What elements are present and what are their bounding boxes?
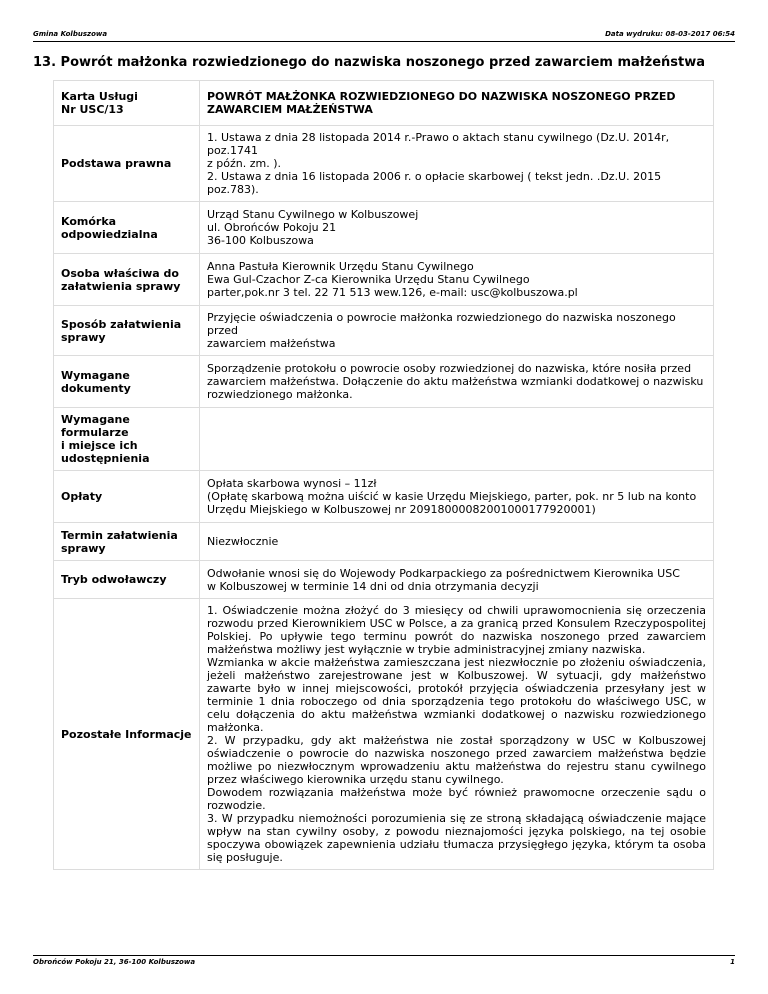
row-value-line: (Opłatę skarbową można uiścić w kasie Urzędu Miejskiego, parter, pok. nr 5 lub na konto bbox=[207, 490, 697, 503]
card-row bbox=[54, 561, 714, 599]
row-label-line: Pozostałe Informacje bbox=[61, 727, 192, 741]
row-value-line: Przyjęcie oświadczenia o powrocie małżonka rozwiedzionego do nazwiska noszonego przed bbox=[207, 311, 676, 337]
row-value bbox=[200, 471, 714, 523]
row-value-line: zawarciem małżeństwa. Dołączenie do aktu małżeństwa wzmianki dodatkowej o nazwisku bbox=[207, 375, 704, 388]
row-value bbox=[200, 81, 714, 126]
header-print-date: Data wydruku: 08-03-2017 06:54 bbox=[605, 30, 735, 38]
row-value-line: 1. Oświadczenie można złożyć do 3 miesięcy od chwili uprawomocnienia się orzeczenia rozwodu przed Kierownikiem USC w Polsce, a za granicą przed Konsulem Rzeczypospolitej Polskiej. Po upływie tego terminu powrót do nazwiska noszonego przed zawarciem małżeństwa możliwy jest wyłącznie w trybie administracyjnej zmiany nazwiska. bbox=[207, 604, 706, 656]
row-label-line: dokumenty bbox=[61, 381, 131, 395]
row-value-line: POWRÓT MAŁŻONKA ROZWIEDZIONEGO DO NAZWISKA NOSZONEGO PRZED bbox=[207, 90, 676, 103]
row-value bbox=[200, 356, 714, 408]
row-value-line: 2. W przypadku, gdy akt małżeństwa nie został sporządzony w USC w Kolbuszowej oświadczenie o powrocie do nazwiska noszonego przed zawarciem małżeństwa będzie możliwe po niezwłocznym wprowadzeniu aktu małżeństwa do rejestru stanu cywilnego przez właściwego kierownika urzędu stanu cywilnego. bbox=[207, 734, 706, 786]
row-value bbox=[200, 599, 714, 870]
card-row bbox=[54, 254, 714, 306]
row-label bbox=[54, 202, 200, 254]
row-value-line: Anna Pastuła Kierownik Urzędu Stanu Cywilnego bbox=[207, 260, 474, 273]
footer-divider bbox=[33, 955, 735, 956]
row-value-line: parter,pok.nr 3 tel. 22 71 513 wew.126, e-mail: usc@kolbuszowa.pl bbox=[207, 286, 578, 299]
card-row bbox=[54, 306, 714, 356]
row-label-line: Sposób załatwienia bbox=[61, 317, 182, 331]
row-label-line: Tryb odwoławczy bbox=[61, 573, 167, 586]
row-value-line: ul. Obrońców Pokoju 21 bbox=[207, 221, 337, 234]
service-card-body bbox=[54, 81, 714, 870]
page-title: 13. Powrót małżonka rozwiedzionego do nazwiska noszonego przed zawarciem małżeństwa bbox=[33, 55, 706, 70]
row-label-line: sprawy bbox=[61, 330, 106, 344]
row-label bbox=[54, 126, 200, 202]
row-value-line: Odwołanie wnosi się do Wojewody Podkarpackiego za pośrednictwem Kierownika USC bbox=[207, 566, 680, 580]
row-label-line: odpowiedzialna bbox=[61, 227, 158, 241]
row-label bbox=[54, 306, 200, 356]
row-label-line: Wymagane formularze bbox=[61, 413, 130, 439]
row-value bbox=[200, 126, 714, 202]
row-value bbox=[200, 561, 714, 599]
card-row bbox=[54, 408, 714, 471]
row-value-line: Sporządzenie protokołu o powrocie osoby rozwiedzionej do nazwiska, które nosiła przed bbox=[207, 362, 692, 375]
header-divider bbox=[33, 41, 735, 42]
row-value-line: ZAWARCIEM MAŁŻEŃSTWA bbox=[207, 103, 373, 116]
row-value bbox=[200, 254, 714, 306]
row-label-line: Wymagane bbox=[61, 368, 130, 382]
row-value-line: Dowodem rozwiązania małżeństwa może być również prawomocne orzeczenie sądu o rozwodzie. bbox=[207, 786, 706, 812]
row-label-line: Termin załatwienia bbox=[61, 528, 178, 542]
page-header bbox=[33, 30, 735, 40]
row-label-line: Nr USC/13 bbox=[61, 103, 124, 116]
card-row bbox=[54, 599, 714, 870]
row-value bbox=[200, 306, 714, 356]
card-row bbox=[54, 471, 714, 523]
row-value-line: Urzędu Miejskiego w Kolbuszowej nr 20918000082001000177920001) bbox=[207, 503, 596, 516]
row-value-line: rozwiedzionego małżonka. bbox=[207, 388, 353, 401]
footer-address: Obrońców Pokoju 21, 36-100 Kolbuszowa bbox=[33, 958, 196, 966]
card-row bbox=[54, 356, 714, 408]
row-value-line: Wzmianka w akcie małżeństwa zamieszczana jest niezwłocznie po złożeniu oświadczenia, jeżeli małżeństwo zarejestrowane jest w Kolbuszowej. W sytuacji, gdy małżeństwo zawarte było w innej miejscowości, protokół przyjęcia oświadczenia przesyłany jest w terminie 1 dnia roboczego od dnia sporządzenia tego protokołu do właściwego USC, w celu dołączenia do aktu małżeństwa wzmianki dodatkowej o nazwisku rozwiedzionego małżonka. bbox=[207, 656, 706, 734]
service-card-table bbox=[53, 80, 714, 870]
row-label bbox=[54, 523, 200, 561]
row-value-line: Niezwłocznie bbox=[207, 535, 279, 548]
row-value bbox=[200, 202, 714, 254]
row-value-line: Urząd Stanu Cywilnego w Kolbuszowej bbox=[207, 208, 419, 221]
row-label bbox=[54, 471, 200, 523]
header-municipality: Gmina Kolbuszowa bbox=[33, 30, 108, 38]
row-label bbox=[54, 254, 200, 306]
row-label bbox=[54, 356, 200, 408]
card-row bbox=[54, 523, 714, 561]
row-label-line: Podstawa prawna bbox=[61, 157, 172, 170]
row-value-line: Opłata skarbowa wynosi – 11zł bbox=[207, 477, 377, 490]
footer-page-number: 1 bbox=[730, 958, 735, 966]
row-label-line: Opłaty bbox=[61, 490, 103, 503]
row-value-line: z późn. zm. ). bbox=[207, 157, 281, 170]
row-label bbox=[54, 81, 200, 126]
row-label-line: udostępnienia bbox=[61, 452, 150, 465]
row-value-line: 36-100 Kolbuszowa bbox=[207, 234, 314, 247]
row-label-line: załatwienia sprawy bbox=[61, 279, 181, 293]
row-value-line: 1. Ustawa z dnia 28 listopada 2014 r.-Prawo o aktach stanu cywilnego (Dz.U. 2014r, poz.1741 bbox=[207, 131, 670, 157]
row-value-line: 2. Ustawa z dnia 16 listopada 2006 r. o opłacie skarbowej ( tekst jedn. .Dz.U. 2015 poz.783). bbox=[207, 170, 662, 196]
row-label bbox=[54, 599, 200, 870]
row-value-line: w Kolbuszowej w terminie 14 dni od dnia otrzymania decyzji bbox=[207, 579, 539, 593]
row-label-line: Osoba właściwa do bbox=[61, 266, 179, 280]
row-label bbox=[54, 561, 200, 599]
card-row bbox=[54, 81, 714, 126]
row-value-line: Ewa Gul-Czachor Z-ca Kierownika Urzędu Stanu Cywilnego bbox=[207, 273, 530, 286]
card-row bbox=[54, 202, 714, 254]
page-footer bbox=[33, 958, 735, 968]
row-label-line: i miejsce ich bbox=[61, 439, 138, 452]
row-value-line: 3. W przypadku niemożności porozumienia się ze stroną składającą oświadczenie mające wpływ na stan cywilny osoby, z powodu nieznajomości języka polskiego, na tej osobie spoczywa obowiązek zapewnienia udziału tłumacza przysięgłego języka, którym ta osoba się posługuje. bbox=[207, 812, 706, 864]
row-label-line: Komórka bbox=[61, 214, 117, 228]
row-label-line: Karta Usługi bbox=[61, 90, 138, 103]
row-label-line: sprawy bbox=[61, 541, 106, 555]
card-row bbox=[54, 126, 714, 202]
row-value bbox=[200, 408, 714, 471]
row-label bbox=[54, 408, 200, 471]
row-value-line: zawarciem małżeństwa bbox=[207, 337, 336, 350]
row-value bbox=[200, 523, 714, 561]
